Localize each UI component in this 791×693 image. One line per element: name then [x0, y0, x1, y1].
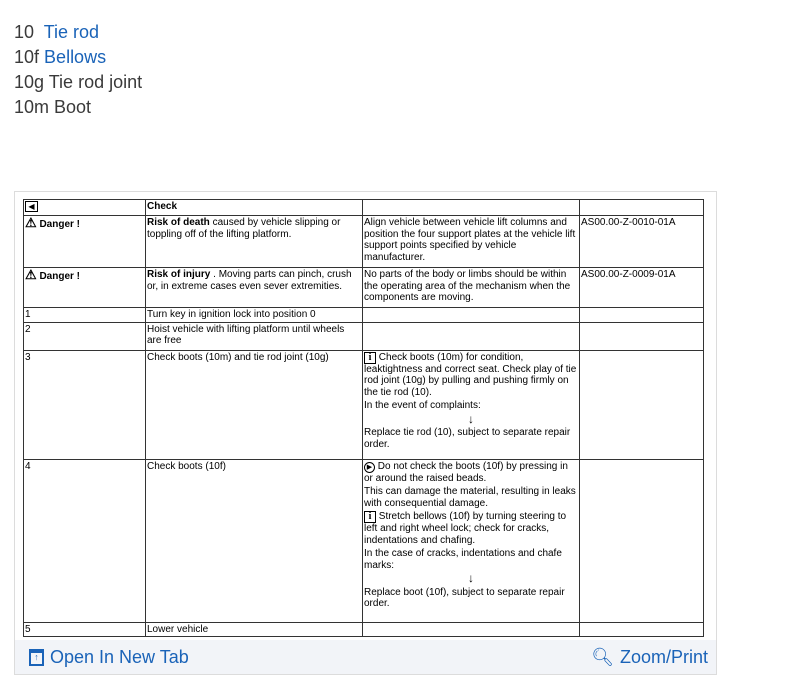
part-item: 10g Tie rod joint [14, 72, 143, 92]
table-row: 4 Check boots (10f) ▶ Do not check the boots (10f) by pressing in or around the raised beads. This can damage the material, resulting in leaks with consequential damage. i Stretch bellows (10f) by turning steering to left and right wheel lock; check for cracks, indentations and chafing. In the case of cracks, indentations and chafe marks: ↓ Replace boot (10f), subject to separate repair order. [24, 459, 704, 622]
warning-icon: ⚠ [25, 215, 37, 230]
table-row: 3 Check boots (10m) and tie rod joint (10g) i Check boots (10m) for condition, leaktightness and correct seat. Check play of tie rod joint (10g) by pulling and pushing firmly on the tie rod (10). In the event of complaints: ↓ Replace tie rod (10), subject to separate repair order. [24, 350, 704, 459]
part-item: 10 Tie rod [14, 22, 100, 42]
part-item: 10m Boot [14, 97, 92, 117]
zoom-icon: 🔍︎ [591, 647, 614, 667]
table-row: ⚠ Danger ! Risk of injury . Moving parts can pinch, crush or, in extreme cases even sever extremities. No parts of the body or limbs should be within the operating area of the mechanism when the components are moving. AS00.00-Z-0009-01A [24, 268, 704, 308]
procedure-table [23, 199, 704, 637]
open-in-new-tab-link[interactable]: ↑ Open In New Tab [29, 647, 189, 668]
viewer-footer [15, 640, 716, 674]
part-item: 10f Bellows [14, 47, 107, 67]
check-header: Check [146, 200, 363, 216]
table-row: 2 Hoist vehicle with lifting platform until wheels are free [24, 322, 704, 350]
part-link-tie-rod[interactable]: Tie rod [43, 22, 100, 42]
table-row: 5 Lower vehicle [24, 622, 704, 637]
info-icon: i [364, 511, 376, 523]
arrow-down-icon: ↓ [468, 411, 474, 426]
document-icon: ◀ [25, 201, 38, 212]
document-viewer [14, 191, 717, 675]
part-link-bellows[interactable]: Bellows [44, 47, 107, 67]
info-icon: i [364, 352, 376, 364]
caution-icon: ▶ [364, 462, 375, 473]
zoom-print-link[interactable]: 🔍︎ Zoom/Print [591, 647, 708, 667]
open-new-tab-icon: ↑ [29, 649, 44, 666]
arrow-down-icon: ↓ [468, 571, 474, 585]
table-row: ⚠ Danger ! Risk of death caused by vehicle slipping or toppling off of the lifting platform. Align vehicle between vehicle lift columns and position the four support plates at the vehicle lift support points specified by vehicle manufacturer. AS00.00-Z-0010-01A [24, 216, 704, 268]
table-row: 1 Turn key in ignition lock into position 0 [24, 308, 704, 323]
table-header-row [24, 200, 704, 216]
warning-icon: ⚠ [25, 267, 37, 282]
parts-list [14, 20, 142, 120]
